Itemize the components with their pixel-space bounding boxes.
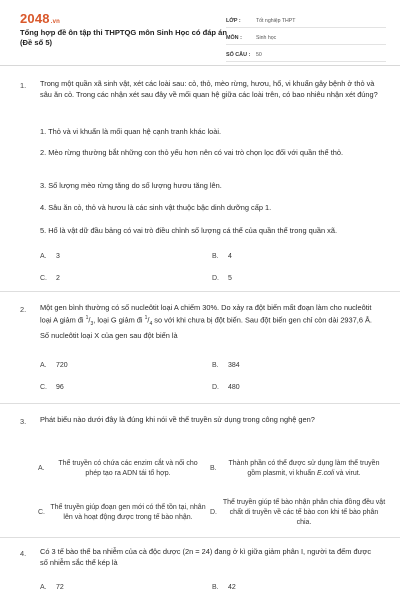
meta-value: Tốt nghiệp THPT: [256, 18, 296, 24]
meta-row-subject: [226, 30, 386, 45]
question-text: Trong một quần xã sinh vật, xét các loài sau: cỏ, thỏ, mèo rừng, hươu, hổ, vi khuẩn gây bệnh ở thỏ và sâu ăn cỏ. Trong các nhận xét sau đây về mối quan hệ giữa các loài trên, có bao nhiêu nhận xét đúng?: [40, 79, 378, 99]
meta-key: MÔN :: [226, 35, 242, 41]
question-1: [0, 66, 400, 292]
option-text-italic: E.coli: [317, 470, 335, 477]
option-letter: B.: [212, 362, 219, 369]
option-letter: A.: [40, 362, 47, 369]
option-c[interactable]: [40, 384, 64, 391]
option-text: Thể truyền giúp đoạn gen mới có thể tồn tại, nhân lên và hoạt động được trong tế bào nhận.: [50, 504, 206, 521]
option-b[interactable]: [212, 253, 232, 260]
option-letter: D.: [212, 275, 219, 282]
option-letter: B.: [210, 465, 217, 472]
fraction-numerator: 1: [85, 315, 89, 321]
statement-3: 3. Số lượng mèo rừng tăng do số lượng hươu tăng lên.: [40, 181, 222, 190]
option-letter: B.: [212, 584, 219, 591]
question-text: Một gen bình thường có số nucleôtit loại A chiếm 30%. Do xảy ra đột biến mất đoạn làm cho nucleôtit loại A giảm đi $^1/_3$, loại G giảm đi $^1/_4$ so với khi chưa bị đột biến. Sau đột biến gen chỉ còn dài 2937,6 Å. Số nucleôtit loại X của gen sau đột biến là: [40, 303, 372, 340]
option-a[interactable]: [40, 362, 68, 369]
fraction-denominator: 4: [149, 320, 153, 327]
meta-key: SỐ CÂU :: [226, 52, 251, 58]
option-letter: A.: [40, 584, 47, 591]
option-text: 480: [228, 384, 240, 391]
fraction-numerator: 1: [144, 315, 148, 321]
option-text: 5: [228, 275, 232, 282]
option-text: 96: [56, 384, 64, 391]
text-part: so với khi chưa bị đột biến. Sau đột biến gen chỉ còn dài 2937,6 Å. Số nucleôtit loại X của gen sau đột biến là: [40, 315, 372, 340]
option-letter: D.: [212, 384, 219, 391]
statement-2: 2. Mèo rừng thường bắt những con thỏ yếu hơn nên có vai trò chọn lọc đối với quần thể thỏ.: [40, 148, 344, 157]
option-d[interactable]: [212, 384, 240, 391]
text-part: Một gen bình thường có số nucleôtit loại A chiếm 30%. Do xảy ra đột biến mất đoạn làm cho nucleôtit loại A giảm đi: [40, 303, 372, 325]
text-part: , loại G giảm đi: [93, 315, 145, 325]
meta-row-count: [226, 47, 386, 62]
option-text: 2: [56, 275, 60, 282]
statement-5: 5. Hổ là vật dữ đầu bảng có vai trò điều chỉnh số lượng cá thể của quần thể trong quần xã.: [40, 226, 338, 235]
option-letter: A.: [38, 465, 45, 472]
option-text: 3: [56, 253, 60, 260]
logo-tld: .vn: [50, 19, 61, 25]
question-text: Phát biểu nào dưới đây là đúng khi nói về thể truyền sử dụng trong công nghệ gen?: [40, 415, 315, 424]
meta-key: LỚP :: [226, 18, 241, 24]
statement-4: 4. Sâu ăn cỏ, thỏ và hươu là các sinh vật thuộc bậc dinh dưỡng cấp 1.: [40, 203, 272, 212]
meta-value: Sinh học: [256, 35, 277, 41]
document-title: Tổng hợp đề ôn tập thi THPTQG môn Sinh Học có đáp án (Đề số 5): [20, 28, 228, 47]
statement-1: 1. Thỏ và vi khuẩn là mối quan hệ cạnh tranh khác loài.: [40, 127, 222, 136]
question-3: [0, 404, 400, 538]
fraction-denominator: 3: [90, 320, 94, 327]
question-number: 2.: [20, 305, 27, 314]
option-letter: C.: [40, 275, 47, 282]
option-letter: A.: [40, 253, 47, 260]
document-meta: [226, 13, 386, 64]
option-text: 384: [228, 362, 240, 369]
option-d[interactable]: [210, 494, 386, 532]
option-letter: D.: [210, 509, 217, 516]
question-number: 3.: [20, 417, 27, 426]
option-letter: B.: [212, 253, 219, 260]
option-c[interactable]: [40, 275, 60, 282]
question-number: 1.: [20, 81, 27, 90]
question-4: [0, 538, 400, 600]
meta-value: 50: [256, 52, 262, 58]
option-letter: C.: [38, 509, 45, 516]
option-c[interactable]: [38, 494, 206, 532]
logo-number: 2048: [20, 11, 50, 26]
option-a[interactable]: [40, 253, 60, 260]
option-a[interactable]: [38, 450, 206, 488]
option-text: Thể truyền giúp tế bào nhận phân chia đồng đều vật chất di truyền về các tế bào con khi tế bào phân chia.: [222, 499, 386, 526]
option-text: [222, 459, 386, 479]
option-text: 4: [228, 253, 232, 260]
option-text-part: và virut.: [334, 470, 361, 477]
option-text: Thể truyền có chứa các enzim cắt và nối cho phép tạo ra ADN tái tổ hợp.: [58, 460, 198, 477]
question-text: Có 3 tế bào thể ba nhiễm của cà độc dược (2n = 24) đang ở kì giữa giảm phân I, người ta đếm được số nhiễm sắc thể kép là: [40, 547, 372, 567]
option-text: 42: [228, 584, 236, 591]
option-a[interactable]: [40, 584, 64, 591]
meta-row-class: [226, 13, 386, 28]
option-d[interactable]: [212, 275, 232, 282]
option-b[interactable]: [212, 362, 240, 369]
site-logo[interactable]: [20, 11, 60, 26]
option-text: 72: [56, 584, 64, 591]
option-b[interactable]: [210, 448, 386, 490]
question-2: [0, 292, 400, 404]
question-number: 4.: [20, 549, 27, 558]
option-text-part: Thành phần có thể được sử dụng làm thể truyền gồm plasmit, vi khuẩn: [228, 460, 380, 477]
option-b[interactable]: [212, 584, 236, 591]
page-header: [0, 0, 400, 66]
option-letter: C.: [40, 384, 47, 391]
option-text: 720: [56, 362, 68, 369]
